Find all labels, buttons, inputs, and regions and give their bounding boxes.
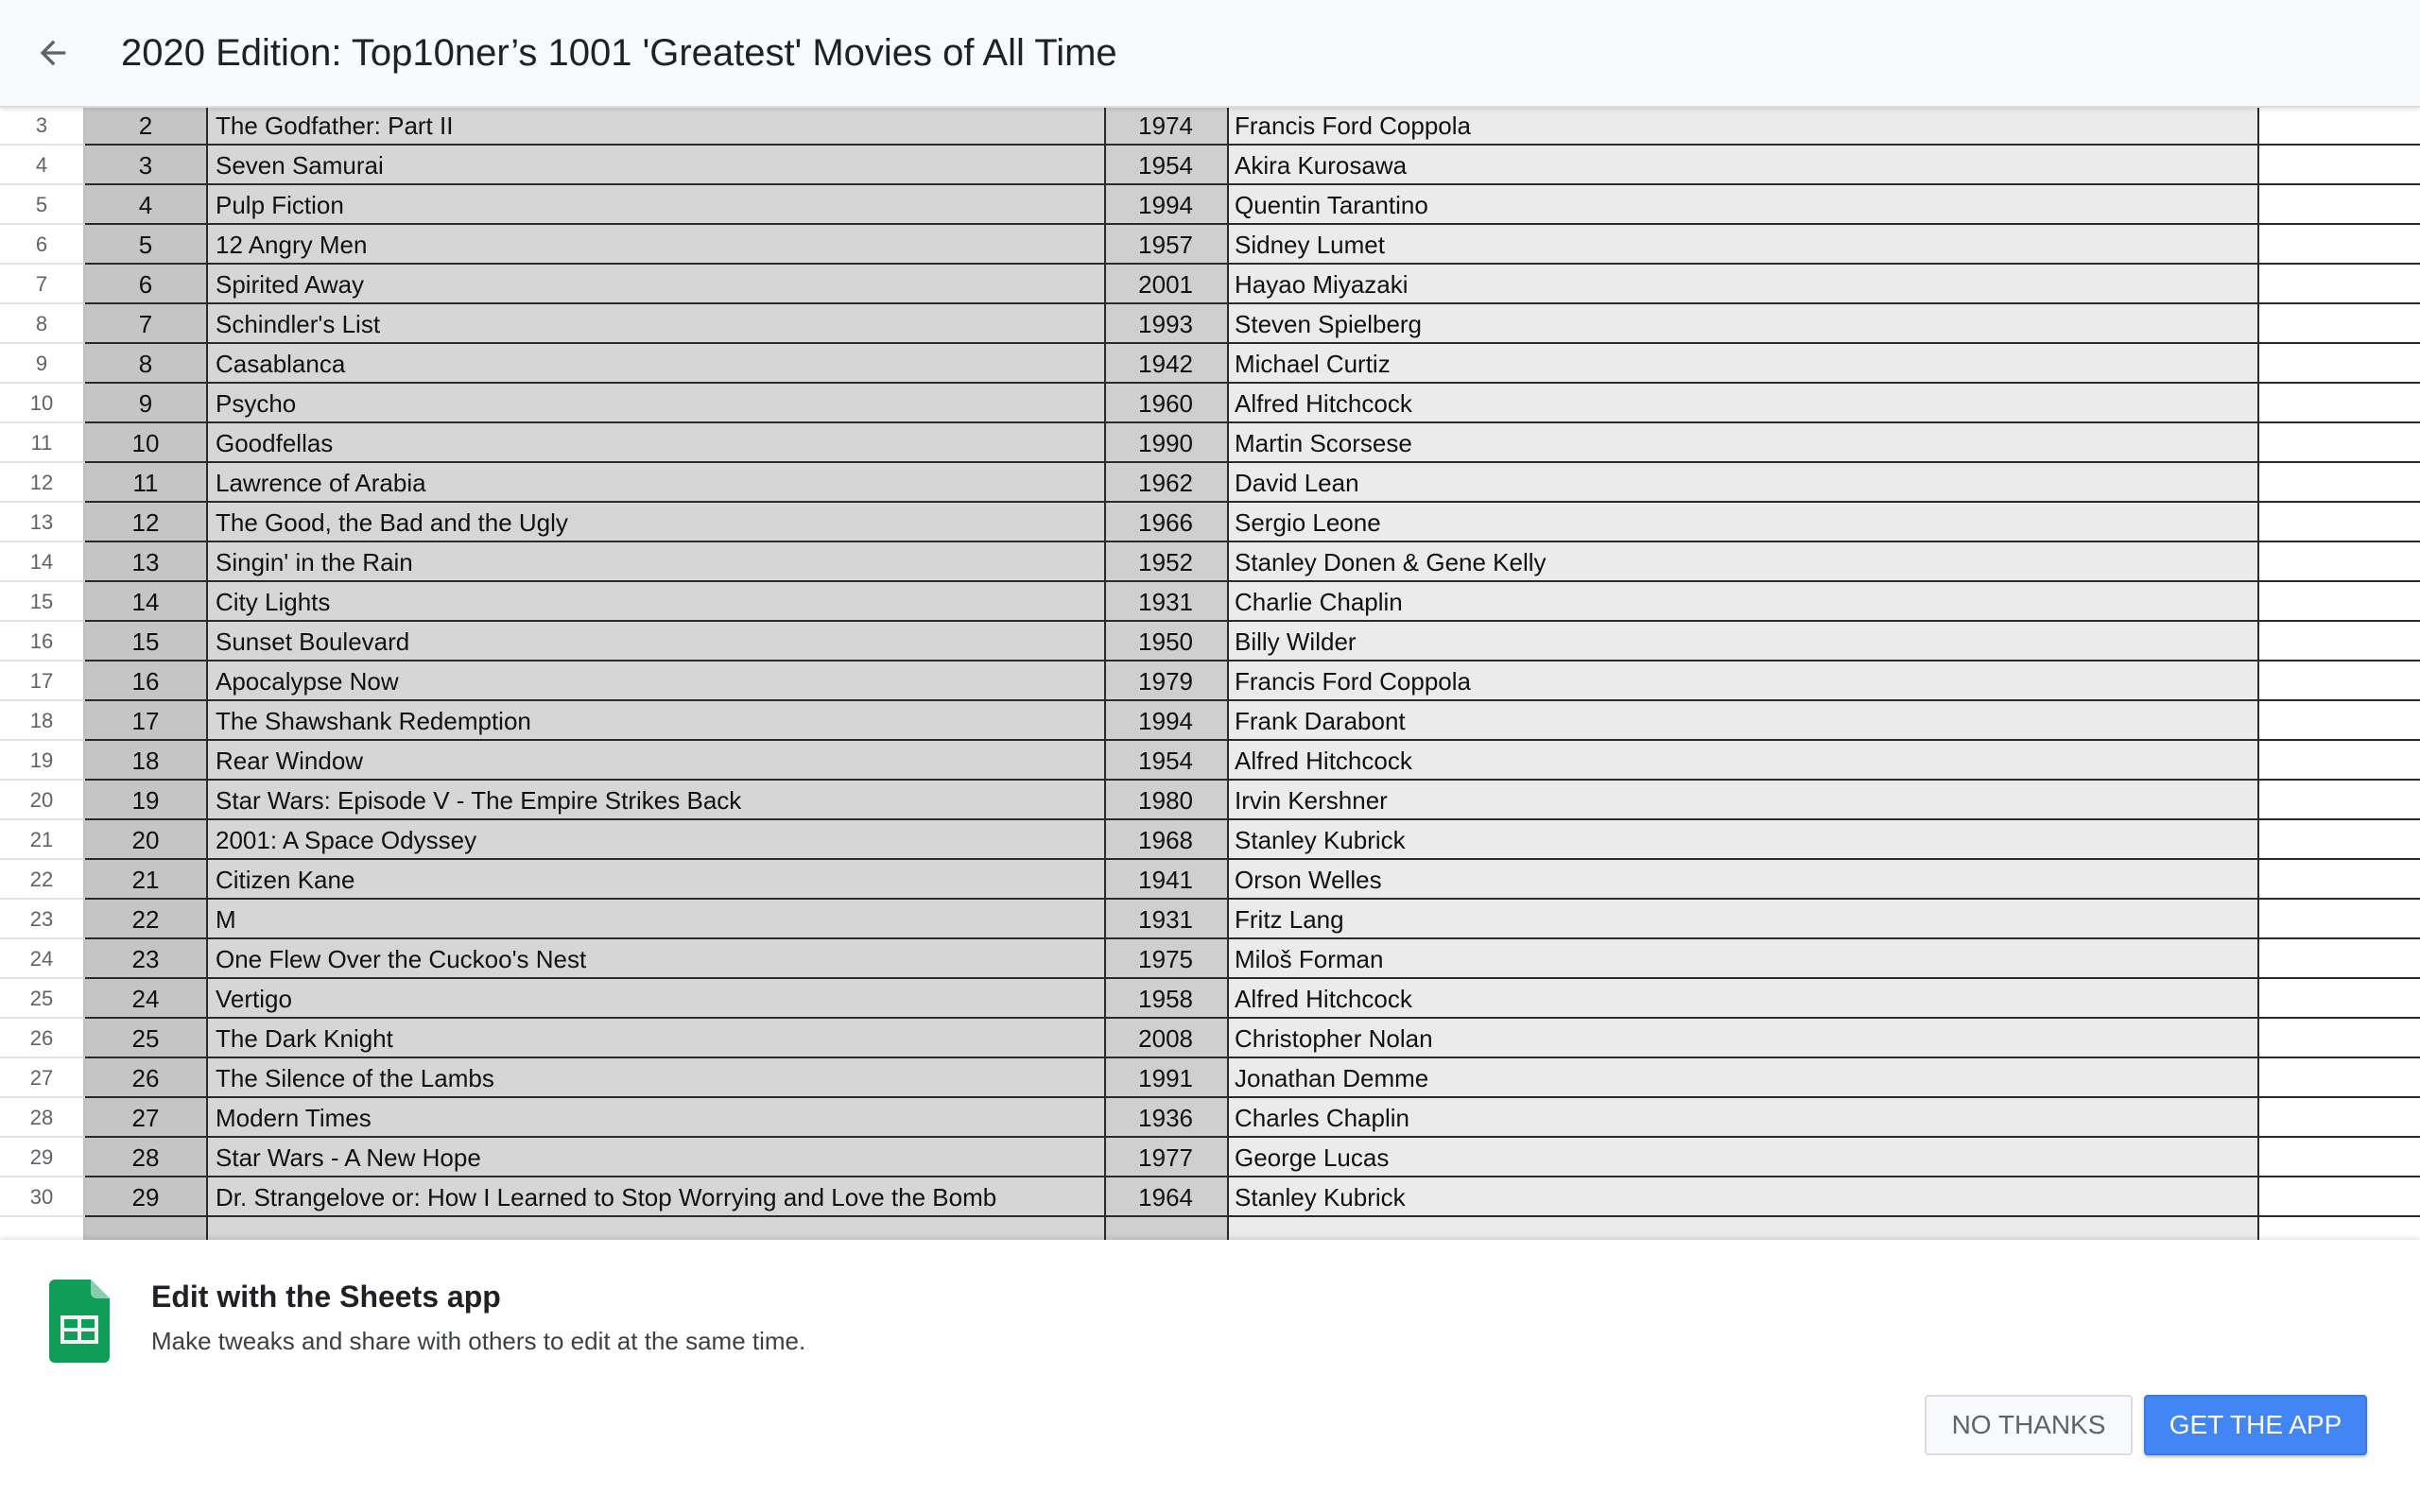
title-cell[interactable]: Seven Samurai bbox=[208, 146, 1106, 185]
rank-cell[interactable]: 15 bbox=[85, 622, 208, 662]
empty-cell[interactable] bbox=[2259, 1138, 2420, 1177]
row-number[interactable]: 11 bbox=[0, 423, 85, 463]
table-row bbox=[0, 1098, 2420, 1138]
google-sheets-icon bbox=[49, 1280, 110, 1363]
empty-cell[interactable] bbox=[2259, 463, 2420, 503]
title-cell[interactable]: Pulp Fiction bbox=[208, 185, 1106, 225]
director-cell[interactable] bbox=[1229, 1217, 2259, 1240]
empty-cell[interactable] bbox=[2259, 106, 2420, 146]
table-row bbox=[0, 185, 2420, 225]
director-cell[interactable]: Francis Ford Coppola bbox=[1229, 106, 2259, 146]
row-number[interactable]: 23 bbox=[0, 900, 85, 939]
table-row bbox=[0, 662, 2420, 701]
director-cell[interactable]: Christopher Nolan bbox=[1229, 1019, 2259, 1058]
table-row bbox=[0, 503, 2420, 542]
empty-cell[interactable] bbox=[2259, 1177, 2420, 1217]
row-number[interactable]: 25 bbox=[0, 979, 85, 1019]
empty-cell[interactable] bbox=[2259, 900, 2420, 939]
empty-cell[interactable] bbox=[2259, 1019, 2420, 1058]
title-cell[interactable]: Apocalypse Now bbox=[208, 662, 1106, 701]
rank-cell[interactable] bbox=[85, 1217, 208, 1240]
year-cell[interactable]: 1962 bbox=[1106, 463, 1229, 503]
title-cell[interactable] bbox=[208, 1217, 1106, 1240]
director-cell[interactable]: Alfred Hitchcock bbox=[1229, 384, 2259, 423]
empty-cell[interactable] bbox=[2259, 146, 2420, 185]
year-cell[interactable]: 1994 bbox=[1106, 185, 1229, 225]
rank-cell[interactable]: 17 bbox=[85, 701, 208, 741]
year-cell[interactable]: 1990 bbox=[1106, 423, 1229, 463]
year-cell[interactable]: 1979 bbox=[1106, 662, 1229, 701]
year-cell[interactable]: 1954 bbox=[1106, 146, 1229, 185]
empty-cell[interactable] bbox=[2259, 741, 2420, 781]
rank-cell[interactable]: 19 bbox=[85, 781, 208, 820]
table-row bbox=[0, 701, 2420, 741]
table-row bbox=[0, 1058, 2420, 1098]
row-number[interactable]: 29 bbox=[0, 1138, 85, 1177]
director-cell[interactable]: Jonathan Demme bbox=[1229, 1058, 2259, 1098]
year-cell[interactable] bbox=[1106, 1217, 1229, 1240]
empty-cell[interactable] bbox=[2259, 662, 2420, 701]
title-cell[interactable]: 2001: A Space Odyssey bbox=[208, 820, 1106, 860]
director-cell[interactable]: Hayao Miyazaki bbox=[1229, 265, 2259, 304]
row-number[interactable]: 3 bbox=[0, 106, 85, 146]
director-cell[interactable]: Charlie Chaplin bbox=[1229, 582, 2259, 622]
row-number[interactable]: 15 bbox=[0, 582, 85, 622]
year-cell[interactable]: 1954 bbox=[1106, 741, 1229, 781]
row-number[interactable]: 18 bbox=[0, 701, 85, 741]
title-cell[interactable]: Goodfellas bbox=[208, 423, 1106, 463]
year-cell[interactable]: 1966 bbox=[1106, 503, 1229, 542]
director-cell[interactable]: David Lean bbox=[1229, 463, 2259, 503]
director-cell[interactable]: Fritz Lang bbox=[1229, 900, 2259, 939]
table-row bbox=[0, 106, 2420, 146]
year-cell[interactable]: 1931 bbox=[1106, 582, 1229, 622]
row-number[interactable]: 28 bbox=[0, 1098, 85, 1138]
rank-cell[interactable]: 3 bbox=[85, 146, 208, 185]
year-cell[interactable]: 1942 bbox=[1106, 344, 1229, 384]
row-number[interactable]: 12 bbox=[0, 463, 85, 503]
row-number[interactable]: 26 bbox=[0, 1019, 85, 1058]
table-row bbox=[0, 384, 2420, 423]
director-cell[interactable]: Stanley Kubrick bbox=[1229, 1177, 2259, 1217]
director-cell[interactable]: Orson Welles bbox=[1229, 860, 2259, 900]
rank-cell[interactable]: 25 bbox=[85, 1019, 208, 1058]
year-cell[interactable]: 1977 bbox=[1106, 1138, 1229, 1177]
year-cell[interactable]: 2008 bbox=[1106, 1019, 1229, 1058]
empty-cell[interactable] bbox=[2259, 1058, 2420, 1098]
empty-cell[interactable] bbox=[2259, 542, 2420, 582]
year-cell[interactable]: 1964 bbox=[1106, 1177, 1229, 1217]
rank-cell[interactable]: 9 bbox=[85, 384, 208, 423]
year-cell[interactable]: 1991 bbox=[1106, 1058, 1229, 1098]
title-cell[interactable]: Spirited Away bbox=[208, 265, 1106, 304]
rank-cell[interactable]: 29 bbox=[85, 1177, 208, 1217]
row-number[interactable]: 16 bbox=[0, 622, 85, 662]
table-row bbox=[0, 860, 2420, 900]
row-number[interactable]: 7 bbox=[0, 265, 85, 304]
row-number[interactable]: 9 bbox=[0, 344, 85, 384]
title-cell[interactable]: Citizen Kane bbox=[208, 860, 1106, 900]
empty-cell[interactable] bbox=[2259, 265, 2420, 304]
year-cell[interactable]: 1931 bbox=[1106, 900, 1229, 939]
row-number[interactable]: 22 bbox=[0, 860, 85, 900]
row-number[interactable] bbox=[0, 1217, 85, 1240]
sheets-app-promo bbox=[0, 1240, 2420, 1512]
title-cell[interactable]: Singin' in the Rain bbox=[208, 542, 1106, 582]
rank-cell[interactable]: 10 bbox=[85, 423, 208, 463]
row-number[interactable]: 17 bbox=[0, 662, 85, 701]
rank-cell[interactable]: 18 bbox=[85, 741, 208, 781]
table-row bbox=[0, 146, 2420, 185]
empty-cell[interactable] bbox=[2259, 701, 2420, 741]
row-number[interactable]: 13 bbox=[0, 503, 85, 542]
title-cell[interactable]: The Silence of the Lambs bbox=[208, 1058, 1106, 1098]
table-row bbox=[0, 542, 2420, 582]
empty-cell[interactable] bbox=[2259, 1217, 2420, 1240]
director-cell[interactable]: Sergio Leone bbox=[1229, 503, 2259, 542]
top-app-bar bbox=[0, 0, 2420, 108]
table-row bbox=[0, 979, 2420, 1019]
year-cell[interactable]: 1936 bbox=[1106, 1098, 1229, 1138]
director-cell[interactable]: Billy Wilder bbox=[1229, 622, 2259, 662]
row-number[interactable]: 4 bbox=[0, 146, 85, 185]
empty-cell[interactable] bbox=[2259, 423, 2420, 463]
rank-cell[interactable]: 23 bbox=[85, 939, 208, 979]
title-cell[interactable]: Casablanca bbox=[208, 344, 1106, 384]
rank-cell[interactable]: 2 bbox=[85, 106, 208, 146]
director-cell[interactable]: Steven Spielberg bbox=[1229, 304, 2259, 344]
spreadsheet-grid[interactable] bbox=[0, 85, 2420, 1240]
row-number[interactable]: 30 bbox=[0, 1177, 85, 1217]
title-cell[interactable]: 12 Angry Men bbox=[208, 225, 1106, 265]
rank-cell[interactable]: 7 bbox=[85, 304, 208, 344]
director-cell[interactable]: Quentin Tarantino bbox=[1229, 185, 2259, 225]
director-cell[interactable]: George Lucas bbox=[1229, 1138, 2259, 1177]
row-number[interactable]: 19 bbox=[0, 741, 85, 781]
empty-cell[interactable] bbox=[2259, 939, 2420, 979]
year-cell[interactable]: 1968 bbox=[1106, 820, 1229, 860]
row-number[interactable]: 24 bbox=[0, 939, 85, 979]
director-cell[interactable]: Alfred Hitchcock bbox=[1229, 741, 2259, 781]
rank-cell[interactable]: 27 bbox=[85, 1098, 208, 1138]
year-cell[interactable]: 1958 bbox=[1106, 979, 1229, 1019]
rank-cell[interactable]: 8 bbox=[85, 344, 208, 384]
title-cell[interactable]: The Godfather: Part II bbox=[208, 106, 1106, 146]
title-cell[interactable]: Rear Window bbox=[208, 741, 1106, 781]
rank-cell[interactable]: 21 bbox=[85, 860, 208, 900]
empty-cell[interactable] bbox=[2259, 582, 2420, 622]
title-cell[interactable]: Modern Times bbox=[208, 1098, 1106, 1138]
row-number[interactable]: 21 bbox=[0, 820, 85, 860]
year-cell[interactable]: 1941 bbox=[1106, 860, 1229, 900]
row-number[interactable]: 5 bbox=[0, 185, 85, 225]
director-cell[interactable]: Stanley Kubrick bbox=[1229, 820, 2259, 860]
table-row bbox=[0, 1138, 2420, 1177]
year-cell[interactable]: 1980 bbox=[1106, 781, 1229, 820]
table-row bbox=[0, 344, 2420, 384]
back-button[interactable] bbox=[23, 23, 83, 83]
table-row bbox=[0, 781, 2420, 820]
empty-cell[interactable] bbox=[2259, 781, 2420, 820]
director-cell[interactable]: Irvin Kershner bbox=[1229, 781, 2259, 820]
table-row bbox=[0, 1177, 2420, 1217]
director-cell[interactable]: Miloš Forman bbox=[1229, 939, 2259, 979]
row-number[interactable]: 20 bbox=[0, 781, 85, 820]
director-cell[interactable]: Sidney Lumet bbox=[1229, 225, 2259, 265]
rank-cell[interactable]: 20 bbox=[85, 820, 208, 860]
rank-cell[interactable]: 16 bbox=[85, 662, 208, 701]
rank-cell[interactable]: 5 bbox=[85, 225, 208, 265]
title-cell[interactable]: Psycho bbox=[208, 384, 1106, 423]
table-row bbox=[0, 820, 2420, 860]
director-cell[interactable]: Charles Chaplin bbox=[1229, 1098, 2259, 1138]
promo-title: Edit with the Sheets app bbox=[151, 1280, 501, 1314]
empty-cell[interactable] bbox=[2259, 979, 2420, 1019]
table-row bbox=[0, 463, 2420, 503]
director-cell[interactable]: Martin Scorsese bbox=[1229, 423, 2259, 463]
no-thanks-button[interactable]: NO THANKS bbox=[1925, 1395, 2133, 1455]
table-row bbox=[0, 304, 2420, 344]
rank-cell[interactable]: 24 bbox=[85, 979, 208, 1019]
rank-cell[interactable]: 13 bbox=[85, 542, 208, 582]
director-cell[interactable]: Michael Curtiz bbox=[1229, 344, 2259, 384]
title-cell[interactable]: The Good, the Bad and the Ugly bbox=[208, 503, 1106, 542]
rank-cell[interactable]: 11 bbox=[85, 463, 208, 503]
year-cell[interactable]: 2001 bbox=[1106, 265, 1229, 304]
director-cell[interactable]: Stanley Donen & Gene Kelly bbox=[1229, 542, 2259, 582]
year-cell[interactable]: 1994 bbox=[1106, 701, 1229, 741]
title-cell[interactable]: Sunset Boulevard bbox=[208, 622, 1106, 662]
year-cell[interactable]: 1960 bbox=[1106, 384, 1229, 423]
table-row bbox=[0, 900, 2420, 939]
row-number[interactable]: 8 bbox=[0, 304, 85, 344]
title-cell[interactable]: Schindler's List bbox=[208, 304, 1106, 344]
empty-cell[interactable] bbox=[2259, 344, 2420, 384]
empty-cell[interactable] bbox=[2259, 820, 2420, 860]
rank-cell[interactable]: 12 bbox=[85, 503, 208, 542]
rank-cell[interactable]: 22 bbox=[85, 900, 208, 939]
empty-cell[interactable] bbox=[2259, 860, 2420, 900]
table-row bbox=[0, 225, 2420, 265]
empty-cell[interactable] bbox=[2259, 503, 2420, 542]
table-row bbox=[0, 939, 2420, 979]
title-cell[interactable]: City Lights bbox=[208, 582, 1106, 622]
promo-subtitle: Make tweaks and share with others to edit at the same time. bbox=[151, 1327, 806, 1355]
title-cell[interactable]: Lawrence of Arabia bbox=[208, 463, 1106, 503]
title-cell[interactable]: Star Wars - A New Hope bbox=[208, 1138, 1106, 1177]
title-cell[interactable]: The Dark Knight bbox=[208, 1019, 1106, 1058]
title-cell[interactable]: Dr. Strangelove or: How I Learned to Stop Worrying and Love the Bomb bbox=[208, 1177, 1106, 1217]
title-cell[interactable]: The Shawshank Redemption bbox=[208, 701, 1106, 741]
row-number[interactable]: 27 bbox=[0, 1058, 85, 1098]
director-cell[interactable]: Frank Darabont bbox=[1229, 701, 2259, 741]
title-cell[interactable]: Star Wars: Episode V - The Empire Strikes Back bbox=[208, 781, 1106, 820]
director-cell[interactable]: Akira Kurosawa bbox=[1229, 146, 2259, 185]
row-number[interactable]: 6 bbox=[0, 225, 85, 265]
year-cell[interactable]: 1952 bbox=[1106, 542, 1229, 582]
year-cell[interactable]: 1975 bbox=[1106, 939, 1229, 979]
director-cell[interactable]: Alfred Hitchcock bbox=[1229, 979, 2259, 1019]
year-cell[interactable]: 1950 bbox=[1106, 622, 1229, 662]
document-title: 2020 Edition: Top10ner’s 1001 'Greatest' Movies of All Time bbox=[121, 32, 1117, 74]
rank-cell[interactable]: 4 bbox=[85, 185, 208, 225]
empty-cell[interactable] bbox=[2259, 1098, 2420, 1138]
table-row bbox=[0, 582, 2420, 622]
empty-cell[interactable] bbox=[2259, 225, 2420, 265]
arrow-back-icon bbox=[34, 34, 72, 72]
table-row bbox=[0, 423, 2420, 463]
empty-cell[interactable] bbox=[2259, 304, 2420, 344]
title-cell[interactable]: Vertigo bbox=[208, 979, 1106, 1019]
row-number[interactable]: 10 bbox=[0, 384, 85, 423]
get-the-app-button[interactable]: GET THE APP bbox=[2144, 1395, 2367, 1455]
year-cell[interactable]: 1993 bbox=[1106, 304, 1229, 344]
row-number[interactable]: 14 bbox=[0, 542, 85, 582]
rank-cell[interactable]: 14 bbox=[85, 582, 208, 622]
rank-cell[interactable]: 6 bbox=[85, 265, 208, 304]
table-row bbox=[0, 265, 2420, 304]
table-row bbox=[0, 622, 2420, 662]
title-cell[interactable]: M bbox=[208, 900, 1106, 939]
empty-cell[interactable] bbox=[2259, 185, 2420, 225]
year-cell[interactable]: 1957 bbox=[1106, 225, 1229, 265]
rank-cell[interactable]: 26 bbox=[85, 1058, 208, 1098]
empty-cell[interactable] bbox=[2259, 622, 2420, 662]
empty-cell[interactable] bbox=[2259, 384, 2420, 423]
year-cell[interactable]: 1974 bbox=[1106, 106, 1229, 146]
table-row bbox=[0, 1217, 2420, 1240]
title-cell[interactable]: One Flew Over the Cuckoo's Nest bbox=[208, 939, 1106, 979]
director-cell[interactable]: Francis Ford Coppola bbox=[1229, 662, 2259, 701]
table-row bbox=[0, 741, 2420, 781]
rank-cell[interactable]: 28 bbox=[85, 1138, 208, 1177]
table-row bbox=[0, 1019, 2420, 1058]
